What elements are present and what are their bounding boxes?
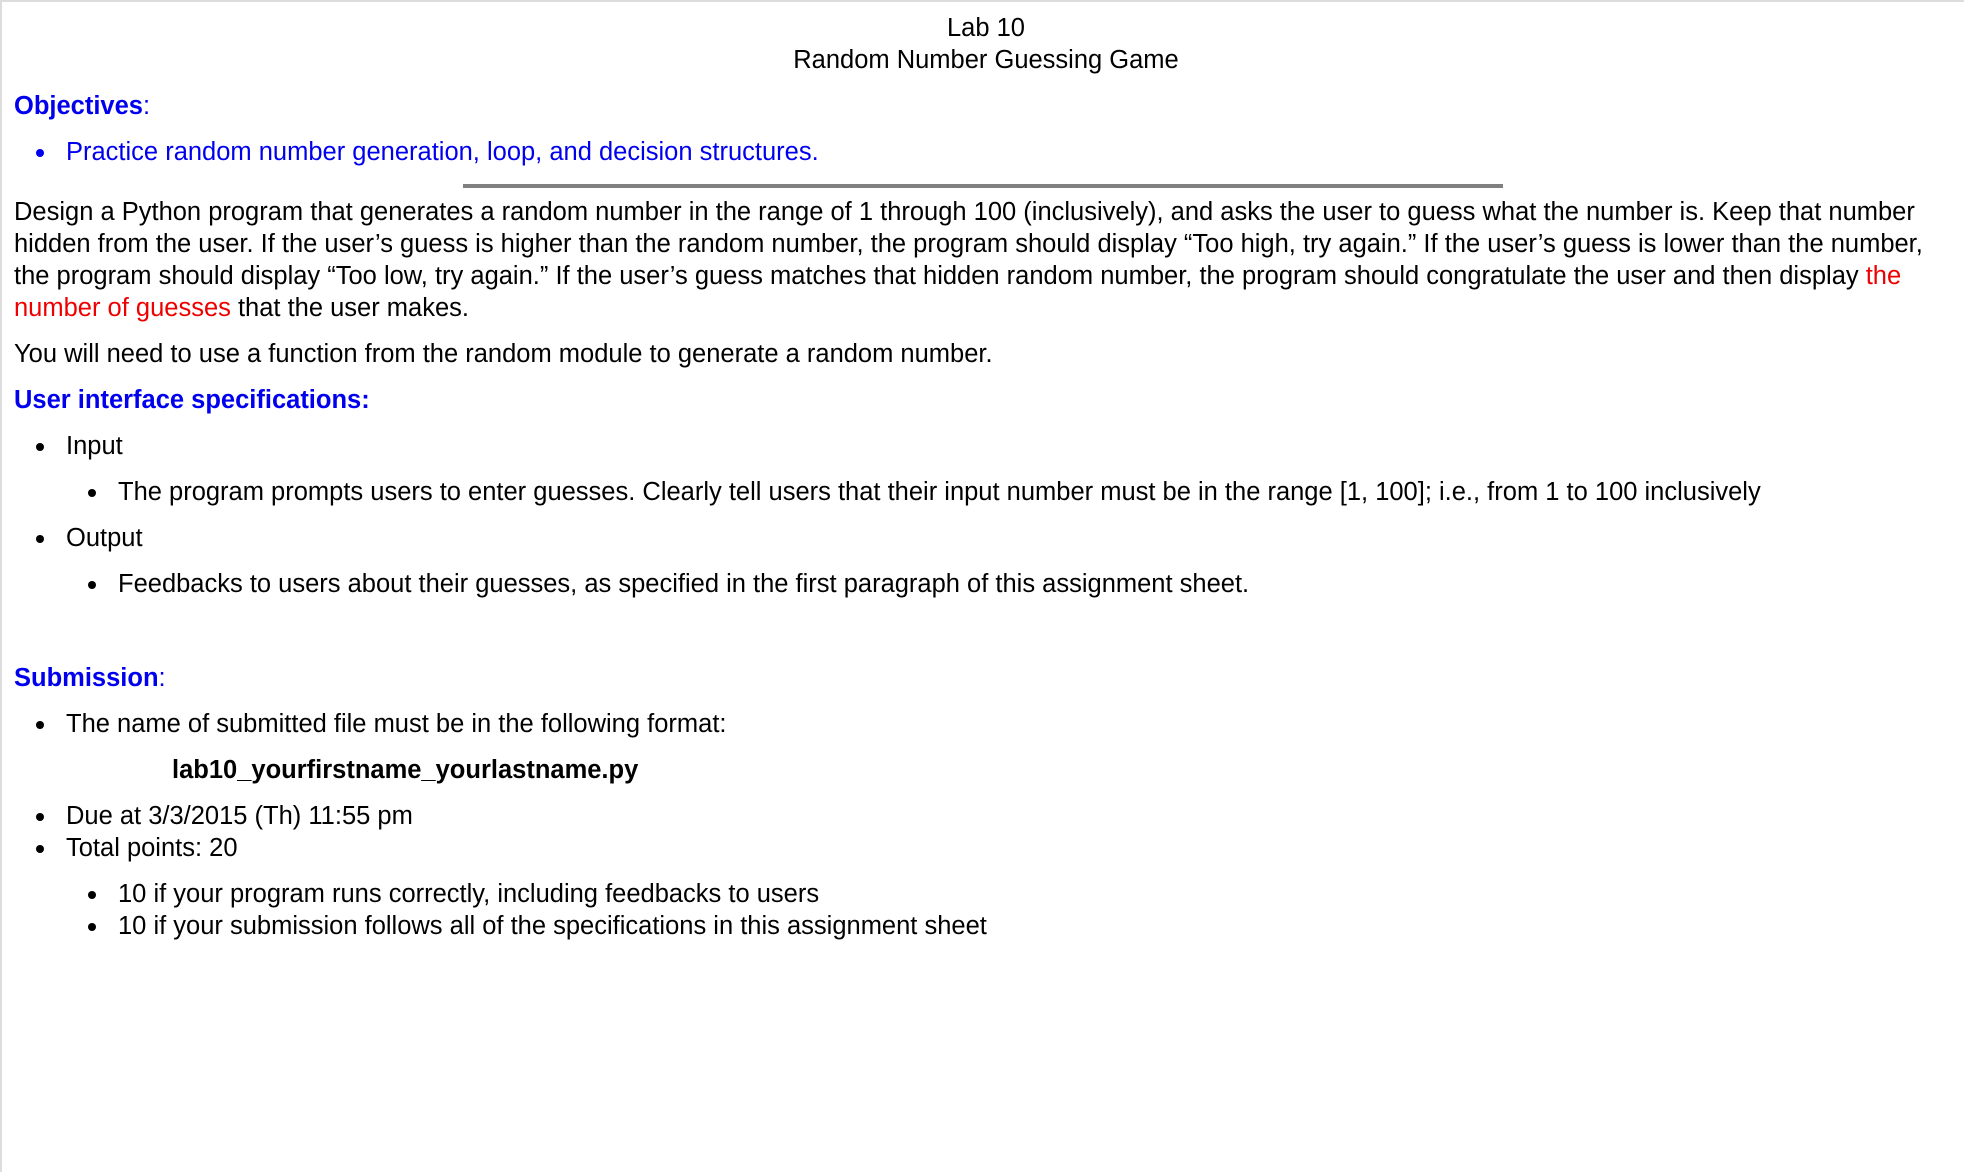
- highlighted-phrase: the number of guesses: [14, 262, 1902, 322]
- ui-specs-heading: User interface specifications:: [14, 386, 370, 414]
- submission-heading: Submission:: [14, 664, 166, 692]
- output-list: [14, 522, 1952, 554]
- points-item: 10 if your program runs correctly, including feedbacks to users: [14, 878, 1952, 910]
- due-date: Due at 3/3/2015 (Th) 11:55 pm: [14, 800, 1952, 832]
- submission-format-text: The name of submitted file must be in the following format:: [14, 708, 1952, 740]
- submission-format-list: [14, 708, 1952, 740]
- input-detail: The program prompts users to enter guesses. Clearly tell users that their input number must be in the range [1, 100]; i.e., from 1 to 100 inclusively: [14, 476, 1952, 508]
- title-block: [14, 12, 1958, 76]
- output-detail: Feedbacks to users about their guesses, as specified in the first paragraph of this assignment sheet.: [14, 568, 1952, 600]
- description-paragraph: Design a Python program that generates a random number in the range of 1 through 100 (inclusively), and asks the user to guess what the number is. Keep that number hidden from the user. If the user’s guess is higher than the random number, the program should display “Too high, try again.” If the user’s guess is lower than the number, the program should display “Too low, try again.” If the user’s guess matches that hidden random number, the program should congratulate the user and then display the number of guesses that the user makes.: [14, 198, 1923, 322]
- output-detail-list: [14, 568, 1952, 600]
- points-breakdown-list: [14, 878, 1952, 942]
- objectives-heading: Objectives:: [14, 92, 151, 120]
- lab-number-title: Lab 10: [947, 14, 1025, 42]
- input-label: Input: [14, 430, 1952, 462]
- random-module-note: You will need to use a function from the random module to generate a random number.: [14, 340, 993, 368]
- lab-subtitle: Random Number Guessing Game: [793, 46, 1179, 74]
- total-points: Total points: 20: [14, 832, 1952, 864]
- submission-details-list: [14, 800, 1952, 864]
- objectives-list: [14, 136, 1952, 168]
- input-detail-list: [14, 476, 1952, 508]
- ui-specs-list: [14, 430, 1952, 462]
- points-item: 10 if your submission follows all of the specifications in this assignment sheet: [14, 910, 1952, 942]
- required-filename: lab10_yourfirstname_yourlastname.py: [172, 756, 639, 784]
- objective-item: Practice random number generation, loop, and decision structures.: [14, 136, 1952, 168]
- output-label: Output: [14, 522, 1952, 554]
